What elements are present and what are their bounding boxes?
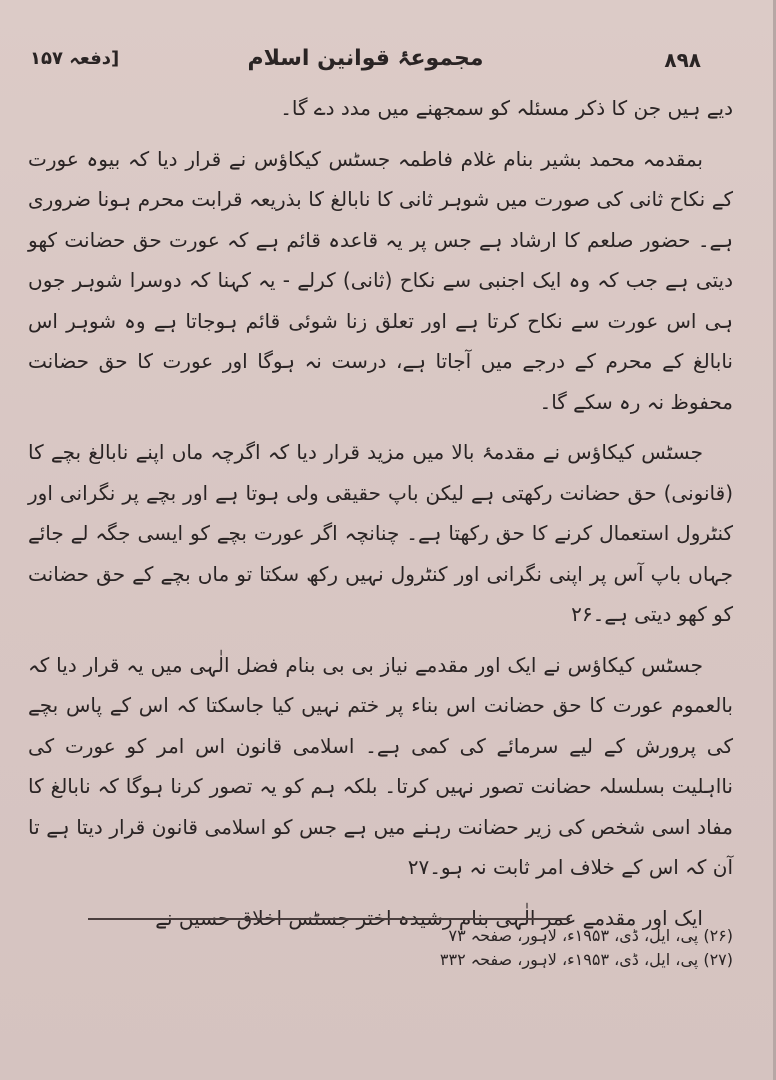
- paragraph-umar-ilahi-case: ایک اور مقدمے عمر الٰہی بنام رشیدہ اختر جسٹس اخلاق حسین نے: [155, 905, 703, 930]
- footnote-divider: [88, 918, 570, 920]
- body-text: [28, 88, 733, 938]
- footnote-26: (۲۶) پی، ایل، ڈی، ۱۹۵۳ء، لاہور، صفحہ ۷۳: [448, 926, 733, 945]
- paragraph-bashir-case: بمقدمہ محمد بشیر بنام غلام فاطمہ جسٹس کیکاؤس نے قرار دیا کہ بیوہ عورت کے نکاح ثانی کی صورت میں شوہر ثانی کا نابالغ کا بذریعہ قرابت محرم ہونا ضروری ہے۔ حضور صلعم کا ارشاد ہے جس پر یہ قاعدہ قائم ہے کہ عورت حق حضانت کھو دیتی ہے جب کہ وہ ایک اجنبی سے نکاح (ثانی) کرلے - یہ کہنا کہ دوسرا شوہر جوں ہی اس عورت سے نکاح کرتا ہے اور تعلق زنا شوئی قائم ہوجاتا ہے وہ شوہر اس نابالغ کے محرم کے درجے میں آجاتا ہے، درست نہ ہوگا اور عورت کا حق حضانت محفوظ نہ رہ سکے گا۔: [28, 146, 733, 414]
- paragraph-niaz-bibi-case: جسٹس کیکاؤس نے ایک اور مقدمے نیاز بی بی بنام فضل الٰہی میں یہ قرار دیا کہ بالعموم عورت کا حق حضانت اس بناء پر ختم نہیں کیا جاسکتا کہ اس کے پاس بچے کی پرورش کے لیے سرمائے کی کمی ہے۔ اسلامی قانون اس امر کو عورت کی نااہلیت بسلسلہ حضانت تصور نہیں کرتا۔ بلکہ ہم کو یہ تصور کرنا ہوگا کہ نابالغ کا مفاد اسی شخص کی زیر حضانت رہنے میں ہے جس کو اسلامی قانون قرار دیتا ہے تا آن کہ اس کے خلاف امر ثابت نہ ہو۔۲۷: [28, 652, 733, 879]
- footnotes: [130, 924, 733, 972]
- footnote-27: (۲۷) پی، ایل، ڈی، ۱۹۵۳ء، لاہور، صفحہ ۳۳۲: [439, 950, 733, 969]
- section-reference: [دفعہ ۱۵۷: [30, 48, 120, 69]
- paragraph-kaikaus-ruling: جسٹس کیکاؤس نے مقدمۂ بالا میں مزید قرار دیا کہ اگرچہ ماں اپنے نابالغ بچے کا (قانونی) حق حضانت رکھتی ہے لیکن باپ حقیقی ولی ہوتا ہے اور بچے پر نگرانی اور کنٹرول استعمال کرنے کا حق رکھتا ہے۔ چنانچہ اگر عورت بچے کو ایسی جگہ لے جائے جہاں باپ آس پر اپنی نگرانی اور کنٹرول نہیں رکھ سکتا تو ماں بچے کے حق حضانت کو کھو دیتی ہے۔۲۶: [28, 440, 733, 626]
- page-number: ۸۹۸: [664, 48, 701, 72]
- page-header: [30, 44, 701, 84]
- book-title: مجموعۂ قوانین اسلام: [247, 46, 484, 71]
- paragraph-continuation: دیے ہیں جن کا ذکر مسئلہ کو سمجھنے میں مدد دے گا۔: [280, 96, 733, 120]
